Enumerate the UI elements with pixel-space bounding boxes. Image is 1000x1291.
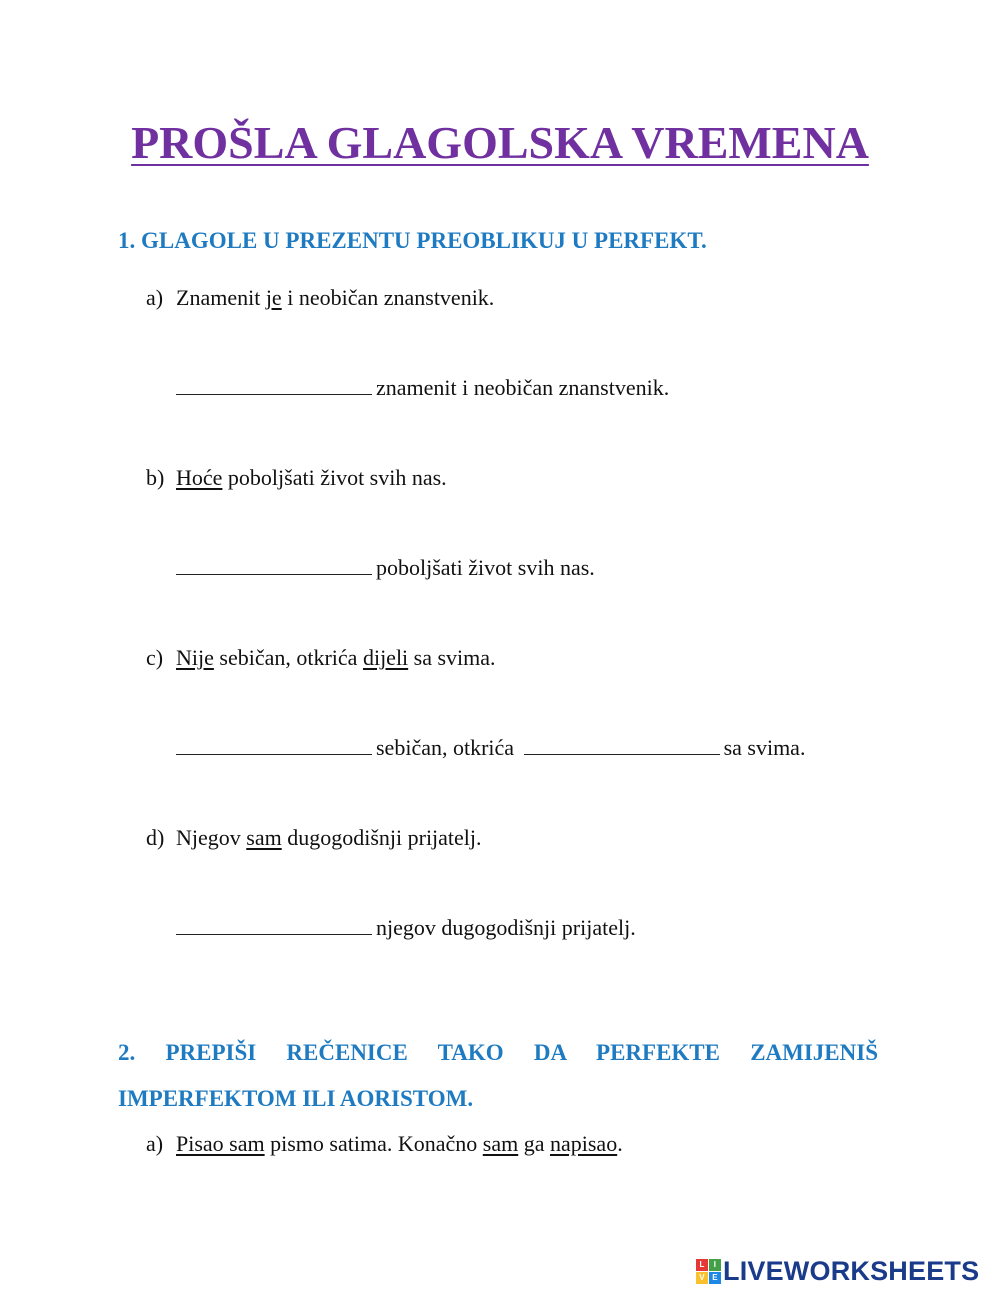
item-c-answer-line: sebičan, otkrića sa svima. [176, 735, 805, 761]
logo-mark-icon: L I V E [696, 1259, 721, 1284]
item-a-answer-line: znamenit i neobičan znanstvenik. [176, 375, 669, 401]
item-b-answer-line: poboljšati život svih nas. [176, 555, 595, 581]
item-a-sentence: Znamenit je i neobičan znanstvenik. [176, 285, 495, 310]
item-d-answer-line: njegov dugogodišnji prijatelj. [176, 915, 636, 941]
task-2-heading-line-2: IMPERFEKTOM ILI AORISTOM. [118, 1086, 474, 1111]
page-title: PROŠLA GLAGOLSKA VREMENA [131, 117, 869, 168]
item-b-label: b) [146, 465, 165, 490]
answer-blank[interactable] [176, 916, 372, 935]
liveworksheets-logo [696, 1256, 979, 1286]
item-b-sentence: Hoće poboljšati život svih nas. [176, 465, 447, 490]
answer-blank[interactable] [176, 376, 372, 395]
answer-blank[interactable] [176, 736, 372, 755]
item-d-label: d) [146, 825, 165, 850]
item-c-label: c) [146, 645, 164, 670]
task-2-item-a-sentence: Pisao sam pismo satima. Konačno sam ga napisao. [176, 1131, 623, 1156]
task-2-item-a-label: a) [146, 1131, 164, 1156]
item-c-sentence: Nije sebičan, otkrića dijeli sa svima. [176, 645, 496, 670]
answer-blank[interactable] [524, 736, 720, 755]
task-1-heading: 1. GLAGOLE U PREZENTU PREOBLIKUJ U PERFEKT. [118, 228, 707, 253]
task-2-heading-line-1: 2. PREPIŠI REČENICE TAKO DA PERFEKTE ZAMIJENIŠ [118, 1040, 878, 1065]
item-d-sentence: Njegov sam dugogodišnji prijatelj. [176, 825, 482, 850]
answer-blank[interactable] [176, 556, 372, 575]
item-a-label: a) [146, 285, 164, 310]
logo-text: LIVEWORKSHEETS [723, 1255, 980, 1286]
